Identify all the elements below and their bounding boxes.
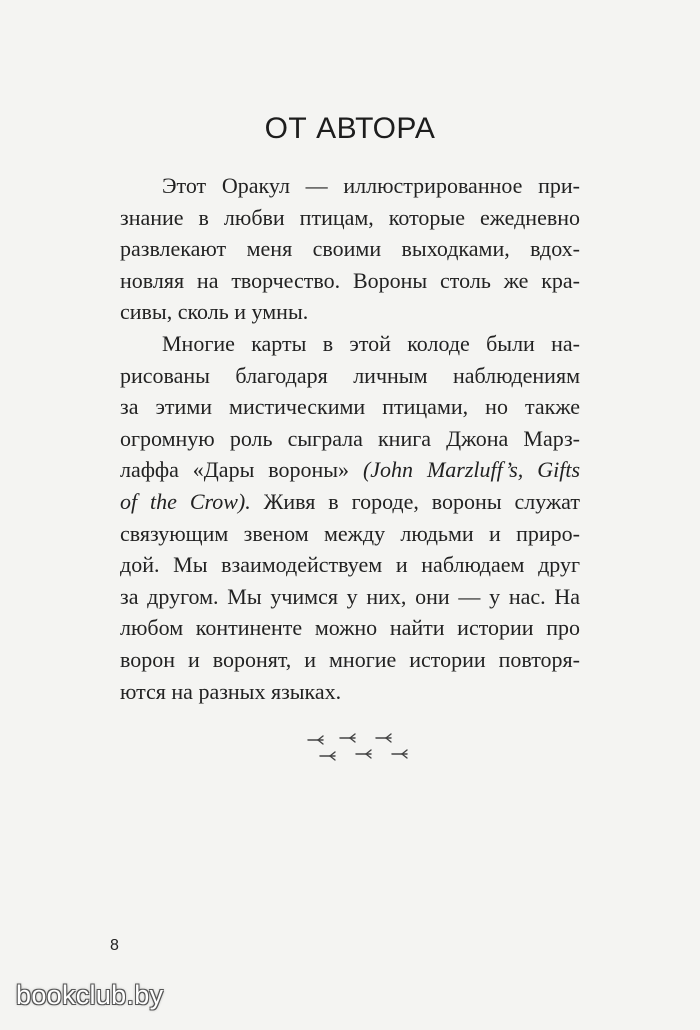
text-line: за другом. Мы учимся у них, они — у нас. На (120, 583, 580, 609)
text-line: Многие карты в этой колоде были на- (162, 330, 580, 356)
text-span: Живя в городе, вороны служат (250, 488, 580, 514)
text-line: новляя на творчество. Вороны столь же кра- (120, 267, 580, 293)
paragraph-2 (120, 328, 580, 707)
bird-tracks-icon (300, 730, 420, 766)
body-text (120, 170, 580, 707)
text-line: развлекают меня своими выходками, вдох- (120, 236, 580, 262)
italic-citation: (John Marzluff’s, Gifts (362, 457, 580, 483)
italic-citation: of the Crow). (120, 488, 251, 514)
text-line: за этими мистическими птицами, но также (120, 394, 580, 420)
page-title: ОТ АВТОРА (264, 112, 436, 145)
text-line: любом континенте можно найти истории про (120, 615, 580, 641)
text-line: огромную роль сыграла книга Джона Марз- (120, 425, 580, 451)
text-line: рисованы благодаря личным наблюдениям (120, 362, 580, 388)
text-line-mixed (120, 486, 580, 518)
text-line-mixed (120, 454, 580, 486)
watermark: bookclub.by (16, 980, 164, 1010)
text-line: ворон и воронят, и многие истории повторя- (120, 646, 580, 672)
text-line: дой. Мы взаимодействуем и наблюдаем друг (120, 552, 580, 578)
text-span: лаффа «Дары вороны» (120, 457, 363, 483)
text-line: ются на разных языках. (120, 678, 342, 704)
text-line: сивы, сколь и умны. (120, 299, 309, 325)
text-line: знание в любви птицам, которые ежедневно (120, 204, 580, 230)
text-line: связующим звеном между людьми и приро- (120, 520, 580, 546)
page-number: 8 (110, 937, 119, 954)
text-line: Этот Оракул — иллюстрированное при- (162, 173, 580, 198)
paragraph-1 (120, 170, 580, 328)
